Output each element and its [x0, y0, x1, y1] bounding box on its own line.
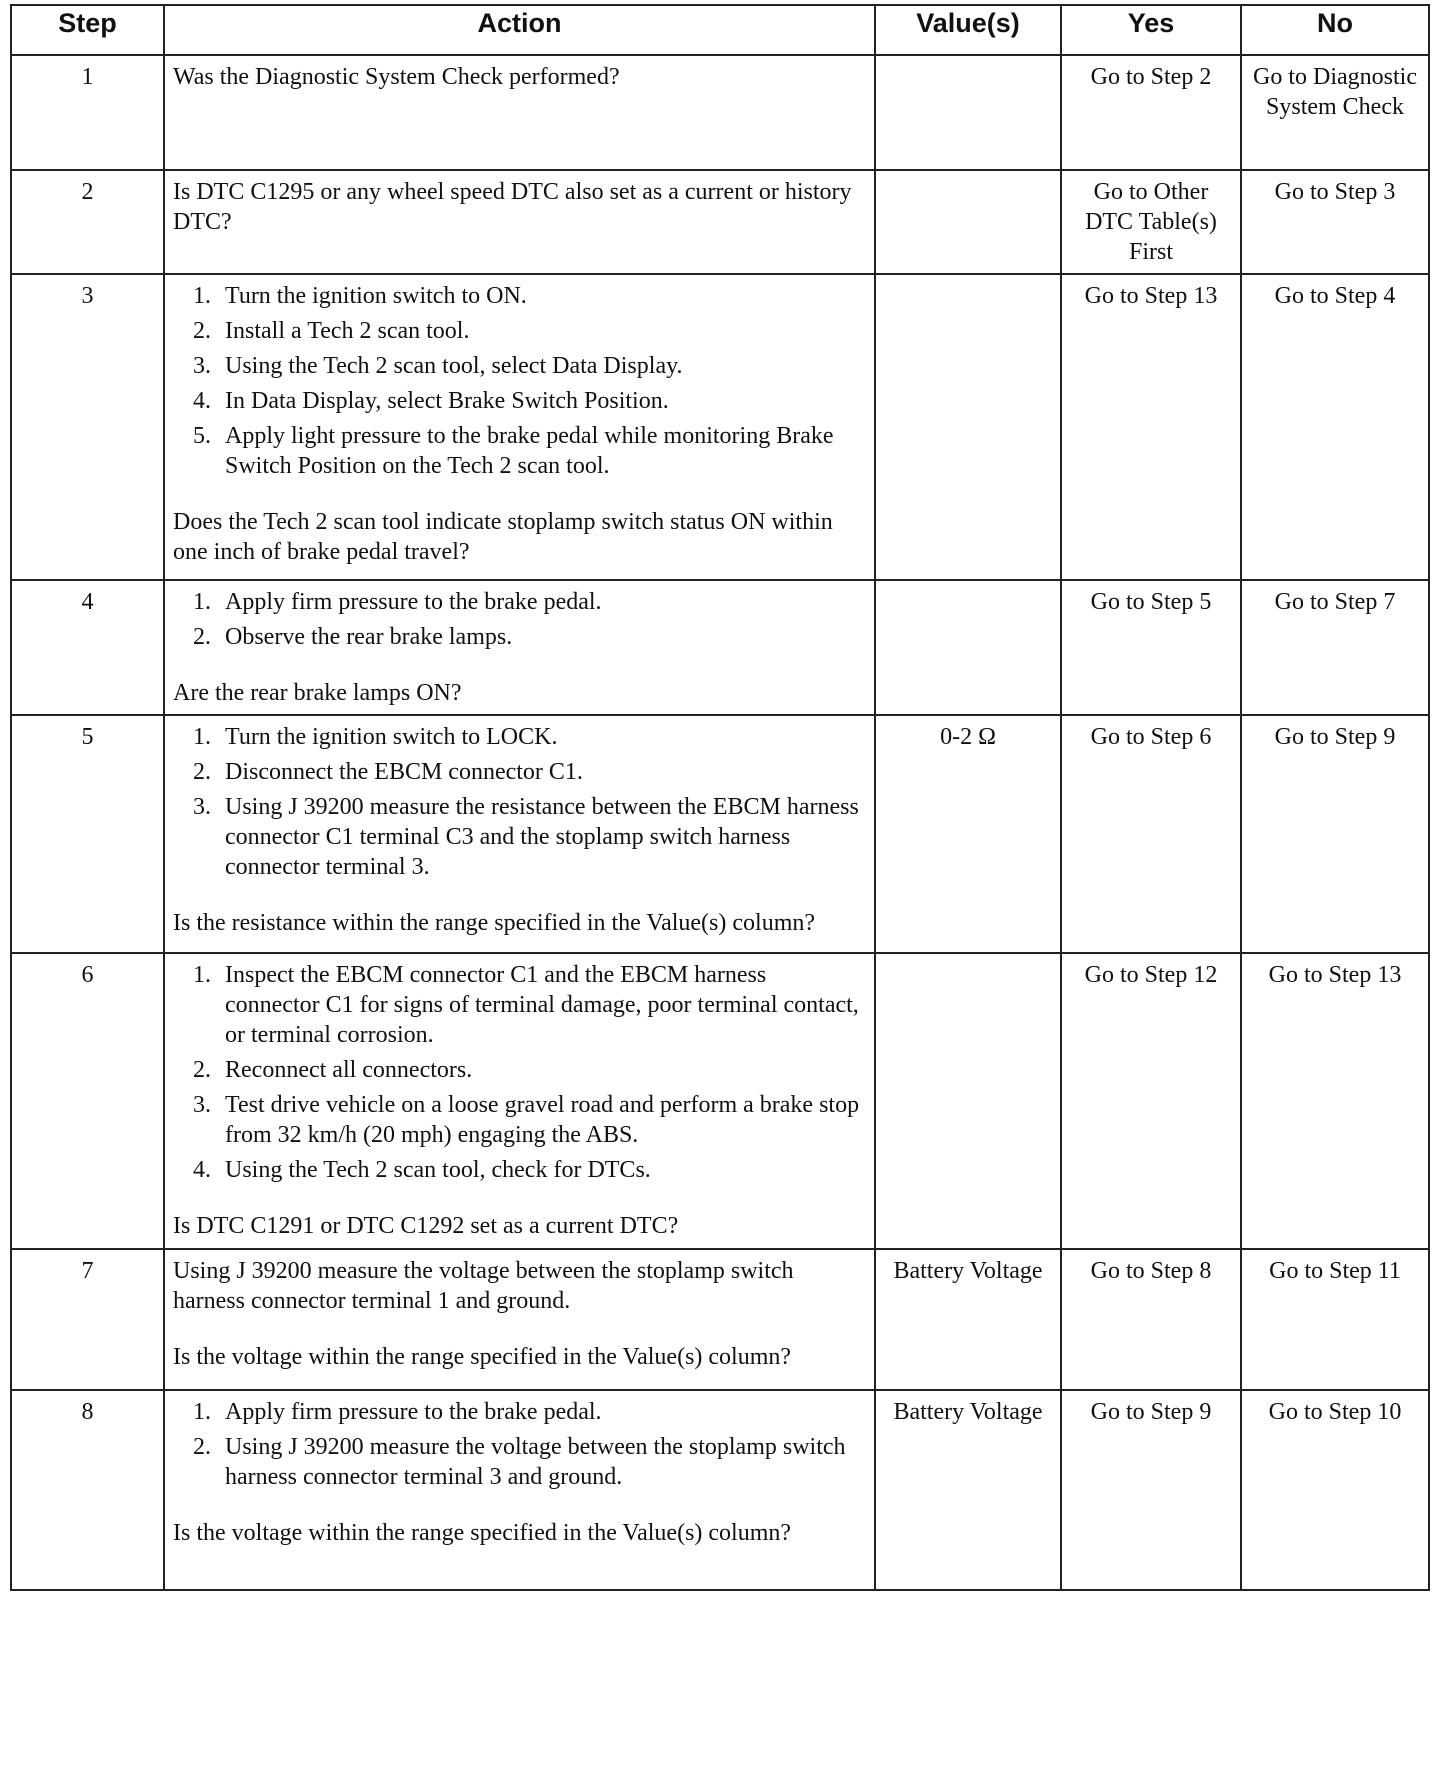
- step-number: 2: [11, 170, 164, 274]
- procedure-step-text: In Data Display, select Brake Switch Position.: [225, 388, 669, 414]
- step-number: 3: [11, 274, 164, 580]
- table-row: [11, 170, 1429, 274]
- header-step: Step: [11, 5, 164, 55]
- table-body: [11, 55, 1429, 1590]
- procedure-step-number: 2.: [193, 1057, 211, 1083]
- procedure-step-number: 1.: [193, 589, 211, 615]
- procedure-step-number: 4.: [193, 1157, 211, 1183]
- procedure-step-text: Using the Tech 2 scan tool, check for DTCs.: [225, 1157, 651, 1183]
- no-cell: Go to Step 4: [1241, 274, 1429, 580]
- header-values: Value(s): [875, 5, 1061, 55]
- procedure-step-number: 1.: [193, 724, 211, 750]
- action-cell: [164, 274, 875, 580]
- action-instruction: Using J 39200 measure the voltage between the stoplamp switch harness connector terminal 1 and ground.: [173, 1258, 794, 1314]
- table-row: [11, 1249, 1429, 1390]
- table-row: [11, 1390, 1429, 1590]
- value-cell: [875, 170, 1061, 274]
- procedure-step-text: Apply firm pressure to the brake pedal.: [225, 589, 602, 615]
- procedure-step-text: Install a Tech 2 scan tool.: [225, 318, 470, 344]
- yes-cell: Go to Step 8: [1061, 1249, 1241, 1390]
- header-yes: Yes: [1061, 5, 1241, 55]
- value-cell: 0-2 Ω: [875, 715, 1061, 953]
- procedure-step-number: 3.: [193, 794, 211, 820]
- table-row: [11, 953, 1429, 1249]
- procedure-step-number: 2.: [193, 318, 211, 344]
- procedure-step-number: 2.: [193, 759, 211, 785]
- procedure-step: [193, 1432, 866, 1492]
- action-cell: [164, 1249, 875, 1390]
- procedure-step: [193, 316, 866, 346]
- procedure-step-text: Using J 39200 measure the voltage between the stoplamp switch harness connector terminal 3 and ground.: [225, 1434, 846, 1490]
- procedure-step-number: 3.: [193, 353, 211, 379]
- procedure-step: [193, 351, 866, 381]
- table-row: [11, 715, 1429, 953]
- action-cell: [164, 55, 875, 170]
- procedure-step: [193, 587, 866, 617]
- action-question: Is the resistance within the range specified in the Value(s) column?: [173, 910, 816, 936]
- step-number: 8: [11, 1390, 164, 1590]
- procedure-step-text: Using the Tech 2 scan tool, select Data Display.: [225, 353, 683, 379]
- procedure-step: [193, 757, 866, 787]
- no-cell: Go to Diagnostic System Check: [1241, 55, 1429, 170]
- procedure-step-text: Observe the rear brake lamps.: [225, 624, 513, 650]
- value-cell: Battery Voltage: [875, 1390, 1061, 1590]
- step-number: 4: [11, 580, 164, 715]
- value-cell: [875, 953, 1061, 1249]
- procedure-step-text: Using J 39200 measure the resistance between the EBCM harness connector C1 terminal C3 and the stoplamp switch harness connector terminal 3.: [225, 794, 859, 880]
- header-no: No: [1241, 5, 1429, 55]
- action-question: Are the rear brake lamps ON?: [173, 680, 462, 706]
- yes-cell: Go to Step 13: [1061, 274, 1241, 580]
- procedure-step: [193, 1397, 866, 1427]
- step-number: 5: [11, 715, 164, 953]
- no-cell: Go to Step 9: [1241, 715, 1429, 953]
- step-number: 6: [11, 953, 164, 1249]
- step-number: 1: [11, 55, 164, 170]
- no-cell: Go to Step 13: [1241, 953, 1429, 1249]
- procedure-step: [193, 792, 866, 882]
- procedure-list: [173, 587, 866, 652]
- yes-cell: Go to Other DTC Table(s) First: [1061, 170, 1241, 274]
- diagnostic-table: [10, 4, 1430, 1591]
- procedure-step: [193, 1055, 866, 1085]
- value-cell: Battery Voltage: [875, 1249, 1061, 1390]
- procedure-step-text: Turn the ignition switch to LOCK.: [225, 724, 558, 750]
- procedure-step-text: Disconnect the EBCM connector C1.: [225, 759, 583, 785]
- action-question: Was the Diagnostic System Check performed?: [173, 64, 620, 90]
- action-question: Is the voltage within the range specified in the Value(s) column?: [173, 1344, 792, 1370]
- procedure-list: [173, 281, 866, 481]
- action-cell: [164, 953, 875, 1249]
- procedure-step-number: 2.: [193, 624, 211, 650]
- procedure-step: [193, 421, 866, 481]
- procedure-step: [193, 622, 866, 652]
- procedure-step: [193, 281, 866, 311]
- table-row: [11, 274, 1429, 580]
- yes-cell: Go to Step 2: [1061, 55, 1241, 170]
- procedure-step: [193, 1155, 866, 1185]
- procedure-step-number: 4.: [193, 388, 211, 414]
- header-row: [11, 5, 1429, 55]
- value-cell: [875, 580, 1061, 715]
- procedure-step-text: Test drive vehicle on a loose gravel road and perform a brake stop from 32 km/h (20 mph) engaging the ABS.: [225, 1092, 860, 1148]
- procedure-step-text: Apply firm pressure to the brake pedal.: [225, 1399, 602, 1425]
- procedure-step-text: Inspect the EBCM connector C1 and the EBCM harness connector C1 for signs of terminal damage, poor terminal contact, or terminal corrosion.: [225, 962, 859, 1048]
- header-action: Action: [164, 5, 875, 55]
- procedure-step-number: 5.: [193, 423, 211, 449]
- action-question: Is DTC C1295 or any wheel speed DTC also set as a current or history DTC?: [173, 179, 852, 235]
- procedure-step: [193, 722, 866, 752]
- action-cell: [164, 170, 875, 274]
- procedure-step-number: 1.: [193, 283, 211, 309]
- procedure-list: [173, 960, 866, 1185]
- action-question: Is DTC C1291 or DTC C1292 set as a current DTC?: [173, 1213, 679, 1239]
- procedure-list: [173, 1397, 866, 1492]
- action-question: Does the Tech 2 scan tool indicate stoplamp switch status ON within one inch of brake pedal travel?: [173, 509, 833, 565]
- yes-cell: Go to Step 6: [1061, 715, 1241, 953]
- step-number: 7: [11, 1249, 164, 1390]
- procedure-step-number: 1.: [193, 1399, 211, 1425]
- procedure-step-number: 2.: [193, 1434, 211, 1460]
- procedure-step-number: 3.: [193, 1092, 211, 1118]
- yes-cell: Go to Step 5: [1061, 580, 1241, 715]
- procedure-step-number: 1.: [193, 962, 211, 988]
- no-cell: Go to Step 10: [1241, 1390, 1429, 1590]
- table-row: [11, 580, 1429, 715]
- procedure-list: [173, 722, 866, 882]
- no-cell: Go to Step 11: [1241, 1249, 1429, 1390]
- procedure-step-text: Turn the ignition switch to ON.: [225, 283, 527, 309]
- action-cell: [164, 580, 875, 715]
- action-cell: [164, 715, 875, 953]
- action-question: Is the voltage within the range specified in the Value(s) column?: [173, 1520, 792, 1546]
- procedure-step: [193, 1090, 866, 1150]
- action-cell: [164, 1390, 875, 1590]
- procedure-step: [193, 386, 866, 416]
- yes-cell: Go to Step 12: [1061, 953, 1241, 1249]
- value-cell: [875, 274, 1061, 580]
- no-cell: Go to Step 7: [1241, 580, 1429, 715]
- procedure-step-text: Reconnect all connectors.: [225, 1057, 473, 1083]
- value-cell: [875, 55, 1061, 170]
- yes-cell: Go to Step 9: [1061, 1390, 1241, 1590]
- no-cell: Go to Step 3: [1241, 170, 1429, 274]
- table-row: [11, 55, 1429, 170]
- procedure-step-text: Apply light pressure to the brake pedal while monitoring Brake Switch Position on the Tech 2 scan tool.: [225, 423, 834, 479]
- procedure-step: [193, 960, 866, 1050]
